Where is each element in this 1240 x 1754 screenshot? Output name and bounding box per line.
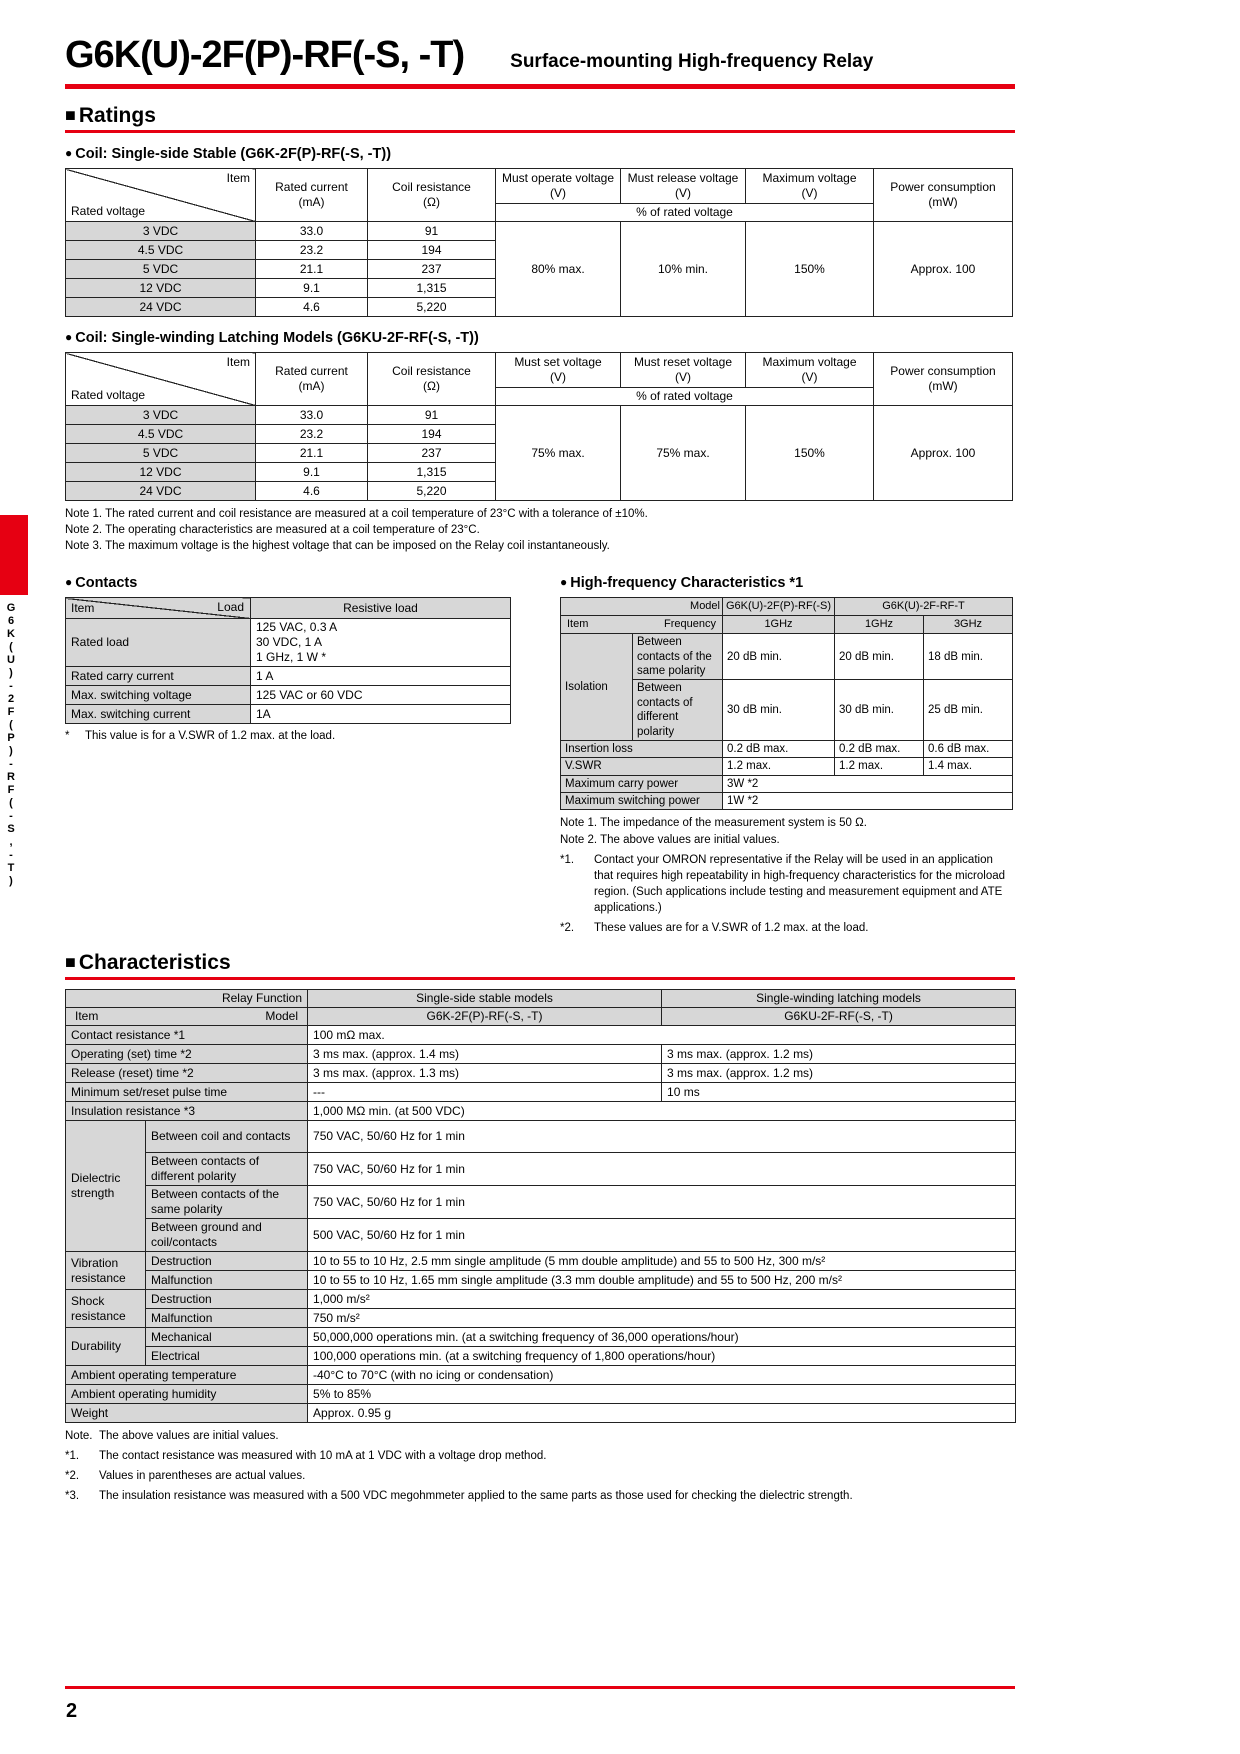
- note-line: Note 1. The rated current and coil resistance are measured at a coil temperature of 23°C with a tolerance of ±10%.: [65, 508, 648, 520]
- table-row: [66, 1404, 1016, 1423]
- col-header-coil-resistance: Coil resistance (Ω): [368, 169, 496, 222]
- cell-label: Ambient operating temperature: [66, 1366, 308, 1385]
- page-content: [65, 34, 1015, 1504]
- corner-cell: [66, 598, 251, 619]
- footnote-marker: *2.: [560, 921, 575, 934]
- note-line: [65, 1488, 1015, 1504]
- section-ratings: [65, 104, 1015, 936]
- table-row: [66, 1252, 1016, 1271]
- corner-rated-voltage-label: Rated voltage: [71, 388, 146, 402]
- table-row: [66, 1366, 1016, 1385]
- cell-carry-power-label: Maximum carry power: [561, 775, 723, 792]
- cell-value-stable: 3 ms max. (approx. 1.4 ms): [308, 1045, 662, 1064]
- cell-dielectric-label: Dielectric strength: [66, 1121, 146, 1252]
- cell-vswr-value: 1.4 max.: [924, 758, 1013, 775]
- cell-vibration-label: Vibration resistance: [66, 1252, 146, 1290]
- cell-rated-voltage: 3 VDC: [66, 222, 256, 241]
- cell-rated-current: 23.2: [256, 241, 368, 260]
- cell-coil-resistance: 5,220: [368, 482, 496, 501]
- note-text: The above values are initial values.: [99, 1430, 279, 1443]
- corner-relay-function-label: Relay Function: [66, 990, 308, 1008]
- cell-sub-label: Mechanical: [146, 1328, 308, 1347]
- coil-single-side-stable-table: [65, 168, 1013, 317]
- col-header-model-b: G6K(U)-2F-RF-T: [835, 598, 1013, 616]
- subsection-title-coil-latching: ● Coil: Single-winding Latching Models (G6KU-2F-RF(-S, -T)): [65, 330, 1015, 346]
- cell-contacts-value: 1 A: [251, 667, 511, 686]
- characteristics-notes: [65, 1428, 1015, 1504]
- cell-rated-voltage: 12 VDC: [66, 279, 256, 298]
- section-title-ratings: ■ Ratings: [65, 104, 1015, 128]
- table-row: [66, 1045, 1016, 1064]
- col-header-rated-current: Rated current (mA): [256, 353, 368, 406]
- coil-single-winding-latching-table: [65, 352, 1013, 501]
- section-characteristics: [65, 951, 1015, 1504]
- cell-rated-voltage: 12 VDC: [66, 463, 256, 482]
- cell-rated-current: 4.6: [256, 482, 368, 501]
- cell-sub-label: Between contacts of the same polarity: [146, 1186, 308, 1219]
- cell-isolation-value: 30 dB min.: [723, 680, 835, 741]
- cell-sub-label: Destruction: [146, 1290, 308, 1309]
- cell-label: Release (reset) time *2: [66, 1064, 308, 1083]
- cell-vswr-value: 1.2 max.: [835, 758, 924, 775]
- table-row: [66, 1083, 1016, 1102]
- col-header-must-reset-voltage: Must reset voltage (V): [621, 353, 746, 388]
- corner-load-label: Load: [217, 600, 244, 615]
- cell-value-stable: 3 ms max. (approx. 1.3 ms): [308, 1064, 662, 1083]
- table-row: [561, 634, 1013, 680]
- cell-must-operate-value: 80% max.: [496, 222, 621, 317]
- cell-contacts-label: Rated carry current: [66, 667, 251, 686]
- contacts-hf-columns: [65, 562, 1015, 936]
- cell-coil-resistance: 5,220: [368, 298, 496, 317]
- hf-notes: [560, 815, 1015, 847]
- cell-rated-current: 21.1: [256, 444, 368, 463]
- cell-insertion-loss-value: 0.2 dB max.: [723, 740, 835, 757]
- note-marker: *2.: [65, 1470, 80, 1483]
- cell-value: 50,000,000 operations min. (at a switching frequency of 36,000 operations/hour): [308, 1328, 1016, 1347]
- side-model-vertical-label: G6K(U)-2F(P)-RF(-S,-T): [5, 602, 17, 888]
- cell-label: Operating (set) time *2: [66, 1045, 308, 1064]
- corner-cell: [66, 169, 256, 222]
- note-marker: *3.: [65, 1490, 80, 1503]
- cell-value-latching: 3 ms max. (approx. 1.2 ms): [662, 1045, 1016, 1064]
- table-row: [66, 1271, 1016, 1290]
- cell-sub-label: Between contacts of different polarity: [146, 1153, 308, 1186]
- corner-model-label: Model: [561, 598, 723, 616]
- cell-contacts-label: Max. switching current: [66, 705, 251, 724]
- cell-contacts-label: Max. switching voltage: [66, 686, 251, 705]
- col-header-model-a: G6K(U)-2F(P)-RF(-S): [723, 598, 835, 616]
- footnote-marker: *1.: [560, 853, 575, 866]
- contacts-footnote: [65, 728, 510, 744]
- subsection-title-coil-stable: ● Coil: Single-side Stable (G6K-2F(P)-RF(-S, -T)): [65, 146, 1015, 162]
- note-line: [65, 1448, 1015, 1464]
- col-header-power-consumption: Power consumption (mW): [874, 169, 1013, 222]
- subsection-title-contacts: ● Contacts: [65, 575, 510, 591]
- cell-value: 10 to 55 to 10 Hz, 2.5 mm single amplitude (5 mm double amplitude) and 55 to 500 Hz, 300 m/s²: [308, 1252, 1016, 1271]
- table-row: [66, 1102, 1016, 1121]
- note-text: The contact resistance was measured with 10 mA at 1 VDC with a voltage drop method.: [99, 1450, 547, 1463]
- cell-value: 5% to 85%: [308, 1385, 1016, 1404]
- cell-sub-label: Between ground and coil/contacts: [146, 1219, 308, 1252]
- cell-insertion-loss-value: 0.2 dB max.: [835, 740, 924, 757]
- subheader-percent-of-rated-voltage: % of rated voltage: [496, 204, 874, 222]
- corner-item-label: Item: [71, 601, 95, 616]
- corner-cell: [66, 353, 256, 406]
- cell-switching-power-label: Maximum switching power: [561, 793, 723, 810]
- cell-shock-label: Shock resistance: [66, 1290, 146, 1328]
- col-header-freq-b2: 3GHz: [924, 616, 1013, 634]
- footnote-text: These values are for a V.SWR of 1.2 max. at the load.: [594, 921, 869, 934]
- side-index-tab: [0, 515, 28, 595]
- cell-contacts-value: 125 VAC or 60 VDC: [251, 686, 511, 705]
- cell-sub-label: Between coil and contacts: [146, 1121, 308, 1153]
- table-row: [66, 222, 1013, 241]
- cell-vswr-label: V.SWR: [561, 758, 723, 775]
- col-header-single-side-stable: Single-side stable models: [308, 990, 662, 1008]
- cell-power-consumption-value: Approx. 100: [874, 406, 1013, 501]
- note-marker: Note.: [65, 1430, 93, 1443]
- cell-rated-current: 9.1: [256, 463, 368, 482]
- note-line: [65, 1428, 1015, 1444]
- header-rule: [65, 84, 1015, 89]
- cell-isolation-value: 25 dB min.: [924, 680, 1013, 741]
- hf-footnote-1: [560, 852, 1015, 916]
- cell-contacts-value: 125 VAC, 0.3 A 30 VDC, 1 A 1 GHz, 1 W *: [251, 619, 511, 667]
- corner-item-label: Item: [226, 171, 250, 185]
- cell-rated-voltage: 24 VDC: [66, 298, 256, 317]
- note-marker: *1.: [65, 1450, 80, 1463]
- table-row: [561, 758, 1013, 775]
- cell-rated-voltage: 3 VDC: [66, 406, 256, 425]
- cell-sub-label: Electrical: [146, 1347, 308, 1366]
- cell-label: Ambient operating humidity: [66, 1385, 308, 1404]
- note-line: [65, 1468, 1015, 1484]
- note-line: Note 2. The operating characteristics are measured at a coil temperature of 23°C.: [65, 524, 480, 537]
- col-header-must-set-voltage: Must set voltage (V): [496, 353, 621, 388]
- col-header-single-winding-latching: Single-winding latching models: [662, 990, 1016, 1008]
- cell-rated-voltage: 5 VDC: [66, 444, 256, 463]
- note-text: Values in parentheses are actual values.: [99, 1470, 306, 1483]
- cell-vswr-value: 1.2 max.: [723, 758, 835, 775]
- cell-value: 750 VAC, 50/60 Hz for 1 min: [308, 1186, 1016, 1219]
- cell-coil-resistance: 91: [368, 222, 496, 241]
- col-header-latching-model: G6KU-2F-RF(-S, -T): [662, 1008, 1016, 1026]
- col-header-must-operate-voltage: Must operate voltage (V): [496, 169, 621, 204]
- footnote-text: This value is for a V.SWR of 1.2 max. at the load.: [85, 730, 336, 743]
- table-row: [66, 1290, 1016, 1309]
- col-header-rated-current: Rated current (mA): [256, 169, 368, 222]
- table-row: [561, 775, 1013, 792]
- cell-value: 100 mΩ max.: [308, 1026, 1016, 1045]
- cell-rated-voltage: 4.5 VDC: [66, 425, 256, 444]
- table-row: [561, 793, 1013, 810]
- cell-sub-label: Malfunction: [146, 1309, 308, 1328]
- cell-isolation-value: 20 dB min.: [723, 634, 835, 680]
- subsection-title-hf: ● High-frequency Characteristics *1: [560, 575, 1015, 591]
- cell-value-latching: 10 ms: [662, 1083, 1016, 1102]
- footnote-marker: *: [65, 730, 70, 743]
- table-row: [66, 667, 511, 686]
- col-header-stable-model: G6K-2F(P)-RF(-S, -T): [308, 1008, 662, 1026]
- table-row: [66, 1153, 1016, 1186]
- col-header-maximum-voltage: Maximum voltage (V): [746, 353, 874, 388]
- col-header-freq-a: 1GHz: [723, 616, 835, 634]
- col-header-freq-b1: 1GHz: [835, 616, 924, 634]
- table-row: [66, 1385, 1016, 1404]
- cell-isolation-sub: Between contacts of different polarity: [633, 680, 723, 741]
- table-row: [66, 686, 511, 705]
- cell-rated-voltage: 4.5 VDC: [66, 241, 256, 260]
- corner-model-label: Model: [265, 1009, 299, 1024]
- col-header-maximum-voltage: Maximum voltage (V): [746, 169, 874, 204]
- cell-label: Insulation resistance *3: [66, 1102, 308, 1121]
- contacts-column: [65, 562, 510, 744]
- cell-value: 750 VAC, 50/60 Hz for 1 min: [308, 1121, 1016, 1153]
- ratings-notes: [65, 506, 1015, 554]
- note-line: Note 1. The impedance of the measurement system is 50 Ω.: [560, 817, 867, 830]
- cell-coil-resistance: 1,315: [368, 279, 496, 298]
- cell-isolation-value: 30 dB min.: [835, 680, 924, 741]
- cell-value: 500 VAC, 50/60 Hz for 1 min: [308, 1219, 1016, 1252]
- cell-rated-current: 21.1: [256, 260, 368, 279]
- characteristics-table: [65, 989, 1016, 1423]
- cell-switching-power-value: 1W *2: [723, 793, 1013, 810]
- cell-coil-resistance: 237: [368, 260, 496, 279]
- cell-must-release-value: 10% min.: [621, 222, 746, 317]
- cell-value-latching: 3 ms max. (approx. 1.2 ms): [662, 1064, 1016, 1083]
- hf-footnote-2: [560, 920, 1015, 936]
- cell-insertion-loss-value: 0.6 dB max.: [924, 740, 1013, 757]
- section-title-characteristics: ■ Characteristics: [65, 951, 1015, 975]
- cell-value: 100,000 operations min. (at a switching frequency of 1,800 operations/hour): [308, 1347, 1016, 1366]
- note-line: Note 3. The maximum voltage is the highest voltage that can be imposed on the Relay coil instantaneously.: [65, 540, 610, 553]
- cell-isolation-label: Isolation: [561, 634, 633, 741]
- col-header-must-release-voltage: Must release voltage (V): [621, 169, 746, 204]
- corner-item-frequency: [561, 616, 723, 634]
- cell-rated-voltage: 5 VDC: [66, 260, 256, 279]
- cell-carry-power-value: 3W *2: [723, 775, 1013, 792]
- table-row: [66, 705, 511, 724]
- table-row: [66, 1328, 1016, 1347]
- cell-sub-label: Malfunction: [146, 1271, 308, 1290]
- table-row: [66, 1026, 1016, 1045]
- page-number: 2: [66, 1700, 78, 1722]
- cell-isolation-value: 20 dB min.: [835, 634, 924, 680]
- cell-coil-resistance: 237: [368, 444, 496, 463]
- cell-rated-current: 33.0: [256, 406, 368, 425]
- cell-maximum-voltage-value: 150%: [746, 222, 874, 317]
- cell-rated-voltage: 24 VDC: [66, 482, 256, 501]
- page-title: G6K(U)-2F(P)-RF(-S, -T): [65, 34, 465, 76]
- cell-value: 750 m/s²: [308, 1309, 1016, 1328]
- table-row: [66, 1309, 1016, 1328]
- col-header-coil-resistance: Coil resistance (Ω): [368, 353, 496, 406]
- cell-contacts-label: Rated load: [66, 619, 251, 667]
- cell-maximum-voltage-value: 150%: [746, 406, 874, 501]
- section-rule: [65, 130, 1015, 133]
- subheader-percent-of-rated-voltage: % of rated voltage: [496, 388, 874, 406]
- note-line: Note 2. The above values are initial values.: [560, 833, 780, 846]
- contacts-table: [65, 597, 511, 724]
- high-frequency-column: [560, 562, 1015, 936]
- cell-must-set-value: 75% max.: [496, 406, 621, 501]
- cell-isolation-sub: Between contacts of the same polarity: [633, 634, 723, 680]
- table-row: [66, 1347, 1016, 1366]
- corner-item-label: Item: [567, 617, 589, 630]
- cell-rated-current: 9.1: [256, 279, 368, 298]
- cell-rated-current: 4.6: [256, 298, 368, 317]
- document-header: [65, 34, 1015, 77]
- section-rule: [65, 977, 1015, 980]
- high-frequency-characteristics-table: [560, 597, 1013, 810]
- page-subtitle: Surface-mounting High-frequency Relay: [510, 51, 874, 72]
- cell-value: Approx. 0.95 g: [308, 1404, 1016, 1423]
- corner-item-model: [66, 1008, 308, 1026]
- cell-value: 1,000 m/s²: [308, 1290, 1016, 1309]
- table-row: [66, 1064, 1016, 1083]
- col-header-power-consumption: Power consumption (mW): [874, 353, 1013, 406]
- cell-value: -40°C to 70°C (with no icing or condensation): [308, 1366, 1016, 1385]
- cell-coil-resistance: 194: [368, 425, 496, 444]
- cell-rated-current: 33.0: [256, 222, 368, 241]
- table-row: [561, 740, 1013, 757]
- table-row: [66, 1186, 1016, 1219]
- cell-coil-resistance: 194: [368, 241, 496, 260]
- table-row: [66, 619, 511, 667]
- footer-rule: [65, 1686, 1015, 1689]
- cell-isolation-value: 18 dB min.: [924, 634, 1013, 680]
- table-row: [66, 406, 1013, 425]
- cell-coil-resistance: 1,315: [368, 463, 496, 482]
- corner-item-label: Item: [226, 355, 250, 369]
- footnote-text: Contact your OMRON representative if the Relay will be used in an application that requires high repeatability in high-frequency characteristics for the microload region. (Such applications include testing and measurement equipment and ATE applications.): [594, 853, 1006, 914]
- corner-item-label: Item: [75, 1009, 99, 1024]
- cell-coil-resistance: 91: [368, 406, 496, 425]
- cell-value: 1,000 MΩ min. (at 500 VDC): [308, 1102, 1016, 1121]
- table-row: [66, 1121, 1016, 1153]
- table-row: [66, 1219, 1016, 1252]
- cell-label: Contact resistance *1: [66, 1026, 308, 1045]
- cell-value: 750 VAC, 50/60 Hz for 1 min: [308, 1153, 1016, 1186]
- corner-rated-voltage-label: Rated voltage: [71, 204, 146, 218]
- cell-value-stable: ---: [308, 1083, 662, 1102]
- note-text: The insulation resistance was measured with a 500 VDC megohmmeter applied to the same parts as those used for checking the dielectric strength.: [99, 1490, 853, 1503]
- cell-sub-label: Destruction: [146, 1252, 308, 1271]
- cell-must-reset-value: 75% max.: [621, 406, 746, 501]
- cell-durability-label: Durability: [66, 1328, 146, 1366]
- cell-contacts-value: 1A: [251, 705, 511, 724]
- col-header-resistive-load: Resistive load: [251, 598, 511, 619]
- cell-power-consumption-value: Approx. 100: [874, 222, 1013, 317]
- cell-label: Minimum set/reset pulse time: [66, 1083, 308, 1102]
- cell-rated-current: 23.2: [256, 425, 368, 444]
- corner-frequency-label: Frequency: [664, 617, 716, 630]
- cell-value: 10 to 55 to 10 Hz, 1.65 mm single amplitude (3.3 mm double amplitude) and 55 to 500 Hz, 200 m/s²: [308, 1271, 1016, 1290]
- cell-insertion-loss-label: Insertion loss: [561, 740, 723, 757]
- cell-label: Weight: [66, 1404, 308, 1423]
